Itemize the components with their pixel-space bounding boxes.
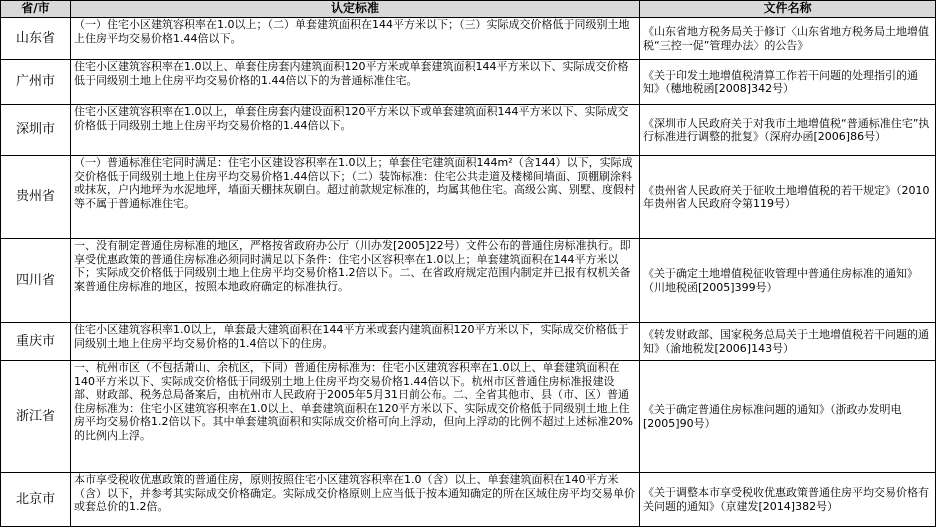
- province-cell: 贵州省: [1, 156, 71, 239]
- header-document: 文件名称: [640, 1, 936, 18]
- province-cell: 山东省: [1, 18, 71, 60]
- table-row: [1, 323, 936, 361]
- standard-cell: （一）普通标准住宅同时满足：住宅小区建设容积率在1.0以上；单套住宅建筑面积144m²（含144）以下，实际成交价格低于同级别土地上住房平均交易价格1.44倍以下；（二）装饰标准：住宅公共走道及楼梯间墙面、顶棚刷涂料或抹灰，户内地坪为水泥地坪，墙面天棚抹灰刷白。超过前款规定标准的，均属其他住宅。高级公寓、别墅、度假村等不属于普通标准住宅。: [71, 156, 640, 239]
- document-cell: 《贵州省人民政府关于征收土地增值税的若干规定》（2010年贵州省人民政府令第119号）: [640, 156, 936, 239]
- table-row: [1, 105, 936, 156]
- document-cell: 《转发财政部、国家税务总局关于土地增值税若干问题的通知》（渝地税发[2006]143号）: [640, 323, 936, 361]
- province-cell: 浙江省: [1, 361, 71, 473]
- document-cell: 《关于确定土地增值税征收管理中普通住房标准的通知》（川地税函[2005]399号）: [640, 239, 936, 323]
- province-cell: 深圳市: [1, 105, 71, 156]
- document-cell: 《山东省地方税务局关于修订〈山东省地方税务局土地增值税“三控一促”管理办法〉的公告》: [640, 18, 936, 60]
- standard-cell: 住宅小区建筑容积率在1.0以上，单套住房套内建设面积120平方米以下或单套建筑面积144平方米以下、实际成交价格低于同级别土地上住房平均交易价格的1.44倍以下。: [71, 105, 640, 156]
- table-header-row: [1, 1, 936, 18]
- standard-cell: 住宅小区建筑容积率在1.0以上、单套住房套内建筑面积120平方米或单套建筑面积144平方米以下、实际成交价格低于同级别土地上住房平均交易价格的1.44倍以下的为普通标准住宅。: [71, 60, 640, 105]
- standard-cell: 本市享受税收优惠政策的普通住房，原则按照住宅小区建筑容积率在1.0（含）以上、单套建筑面积在140平方米（含）以下，并参考其实际成交价格确定。实际成交价格原则上应当低于按本通知确定的所在区域住房平均交易单价或套总价的1.2倍。: [71, 473, 640, 527]
- table-row: [1, 473, 936, 527]
- document-cell: 《关于印发土地增值税清算工作若干问题的处理指引的通知》（穗地税函[2008]342号）: [640, 60, 936, 105]
- document-cell: 《关于确定普通住房标准问题的通知》（浙政办发明电[2005]90号）: [640, 361, 936, 473]
- table-row: [1, 60, 936, 105]
- table-row: [1, 18, 936, 60]
- standard-cell: （一）住宅小区建筑容积率在1.0以上；（二）单套建筑面积在144平方米以下；（三）实际成交价格低于同级别土地上住房平均交易价格1.44倍以下。: [71, 18, 640, 60]
- table-row: [1, 156, 936, 239]
- document-cell: 《关于调整本市享受税收优惠政策普通住房平均交易价格有关问题的通知》（京建发[2014]382号）: [640, 473, 936, 527]
- province-cell: 北京市: [1, 473, 71, 527]
- table-row: [1, 361, 936, 473]
- table-row: [1, 239, 936, 323]
- standard-cell: 一、没有制定普通住房标准的地区，严格按省政府办公厅（川办发[2005]22号）文件公布的普通住房标准执行。即享受优惠政策的普通住房标准必须同时满足以下条件：住宅小区容积率在1.0以上；单套建筑面积在144平方米以下；实际成交价格低于同级别土地上住房平均交易价格1.2倍以下。二、在省政府规定范围内制定并已报有权机关备案普通住房标准的地区，按照本地政府确定的标准执行。: [71, 239, 640, 323]
- province-cell: 四川省: [1, 239, 71, 323]
- province-cell: 重庆市: [1, 323, 71, 361]
- document-cell: 《深圳市人民政府关于对我市土地增值税“普通标准住宅”执行标准进行调整的批复》（深府办函[2006]86号）: [640, 105, 936, 156]
- standard-cell: 一、杭州市区（不包括萧山、余杭区，下同）普通住房标准为：住宅小区建筑容积率在1.0以上、单套建筑面积在140平方米以下、实际成交价格低于同级别土地上住房平均交易价格1.44倍以下。杭州市区普通住房标准报建设部、财政部、税务总局备案后，由杭州市人民政府于2005年5月31日前公布。二、全省其他市、县（市、区）普通住房标准为：住宅小区建筑容积率在1.0以上、单套建筑面积在120平方米以下、实际成交价格低于同级别土地上住房平均交易价格1.2倍以下。其中单套建筑面积和实际成交价格可向上浮动，但向上浮动的比例不超过上述标准20%的比例内上浮。: [71, 361, 640, 473]
- header-province: 省/市: [1, 1, 71, 18]
- header-standard: 认定标准: [71, 1, 640, 18]
- standard-cell: 住宅小区建筑容积率1.0以上，单套最大建筑面积在144平方米或套内建筑面积120平方米以下，实际成交价格低于同级别土地上住房平均交易价格的1.4倍以下的住房。: [71, 323, 640, 361]
- province-cell: 广州市: [1, 60, 71, 105]
